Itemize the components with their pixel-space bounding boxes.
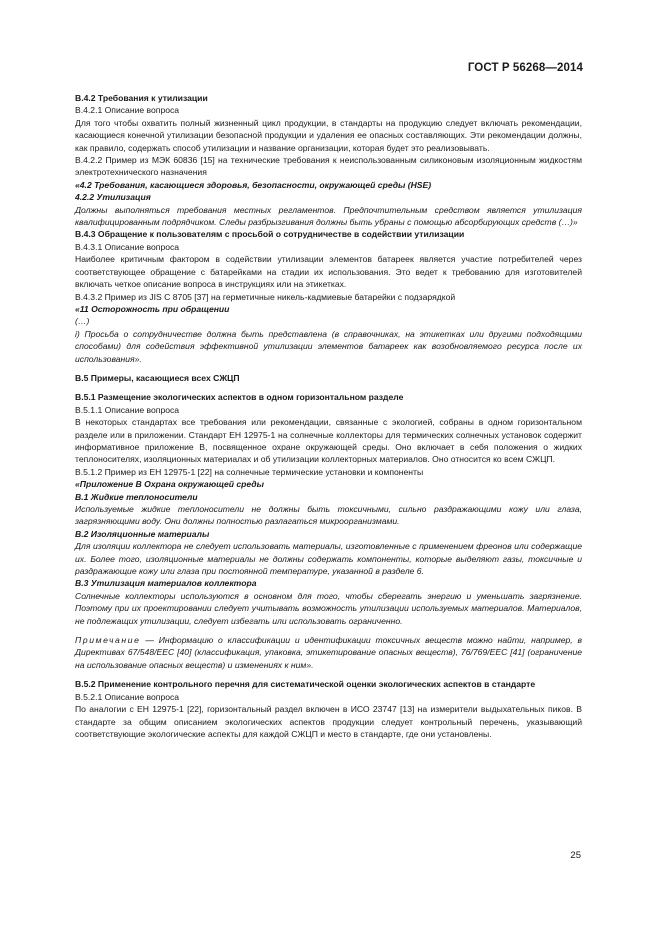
- quote-heading-b-3: В.3 Утилизация материалов коллектора: [75, 578, 257, 589]
- paragraph-b-4-3-2: В.4.3.2 Пример из JIS C 8705 [37] на герметичные никель-кадмиевые батарейки с подзарядкой: [75, 291, 456, 302]
- section-gap: [75, 627, 582, 634]
- quote-paragraph-insulation: Для изоляции коллектора не следует использовать материалы, изготовленные с применением фреонов или содержащие их. Более того, изоляционные материалы не должны содержать компоненты, которые выделяют газы, токсичные и раздражающие кожу или глаза при постоянной температуре, указанной в разделе 6.: [75, 541, 582, 577]
- section-gap: [75, 384, 582, 391]
- quote-heading-4-2-2: 4.2.2 Утилизация: [75, 192, 151, 203]
- quote-paragraph-fluids: Используемые жидкие теплоносители не должны быть токсичными, сильно раздражающими кожу или глаза, загрязняющими воду. Они должны полностью разлагаться микроорганизмами.: [75, 504, 582, 527]
- page-number: 25: [570, 850, 581, 861]
- paragraph-b-5-2-1: По аналогии с ЕН 12975-1 [22], горизонтальный раздел включен в ИСО 23747 [13] на измерители выдыхательных пиков. В стандарте за общим описанием экологических аспектов продукции следует контрольный перечень, указывающий соответствующие экологические аспекты для каждой СЖЦП и место в стандарте, где они установлены.: [75, 704, 582, 739]
- quote-heading-11: «11 Осторожность при обращении: [75, 303, 230, 314]
- heading-b-5-2: В.5.2 Применение контрольного перечня для систематической оценки экологических аспектов в стандарте: [75, 679, 536, 690]
- note-paragraph: [75, 634, 582, 671]
- quote-heading-4-2: «4.2 Требования, касающиеся здоровья, безопасности, окружающей среды (HSE): [75, 179, 432, 190]
- paragraph-b-4-2-2: В.4.2.2 Пример из МЭК 60836 [15] на технические требования к неиспользованным силиконовым изоляционным жидкостям электротехнического назначения: [75, 155, 582, 178]
- paragraph-b-5-1-1: В некоторых стандартах все требования или рекомендации, связанные с экологией, собраны в одном горизонтальном разделе или в приложении. Стандарт ЕН 12975-1 на солнечные коллекторы для термических солнечных установок содержит информативное приложение В, посвященное охране окружающей среды. Оно включает в себя положения о жидких теплоносителях, изоляционных материалах и об утилизации коллекторных материалов. Оно относится ко всем СЖЦП.: [75, 417, 582, 465]
- quote-ellipsis: (…): [75, 316, 90, 327]
- heading-b-5: В.5 Примеры, касающиеся всех СЖЦП: [75, 372, 240, 383]
- heading-b-5-1: В.5.1 Размещение экологических аспектов в одном горизонтальном разделе: [75, 392, 404, 403]
- section-gap: [75, 671, 582, 678]
- paragraph-b-4-2-1: Для того чтобы охватить полный жизненный цикл продукции, в стандарты на продукцию следует включать рекомендации, касающиеся конечной утилизации безопасной продукции и удаления ее опасных составляющих. Эти рекомендации должны, как правило, содержать способ утилизации и название организации, которая будет это реализовывать.: [75, 117, 582, 153]
- subheading-b-4-3-1: В.4.3.1 Описание вопроса: [75, 241, 180, 252]
- section-gap: [75, 365, 582, 372]
- quote-paragraph-recycling: Солнечные коллекторы используются в основном для того, чтобы сберегать энергию и уменьшать загрязнение. Поэтому при их проектировании следует учитывать возможность утилизации используемых материалов. Материалов, не подлежащих утилизации, следует избегать или использовать ограниченно.: [75, 590, 582, 626]
- subheading-b-5-1-1: В.5.1.1 Описание вопроса: [75, 404, 180, 415]
- quote-paragraph-disposal: Должны выполняться требования местных регламентов. Предпочтительным средством является утилизация квалифицированным подрядчиком. Следы разбрызгивания должны быть убраны с помощью абсорбирующих средств (…)»: [75, 204, 582, 228]
- quote-paragraph-cooperation: i) Просьба о сотрудничестве должна быть представлена (в справочниках, на этикетках или другими подходящими способами) для содействия эффективной утилизации элементов батареек как возобновляемого ресурса после их использования».: [75, 328, 582, 364]
- heading-b-4-3: В.4.3 Обращение к пользователям с просьбой о сотрудничестве в содействии утилизации: [75, 229, 465, 240]
- document-standard-id: ГОСТ Р 56268—2014: [467, 62, 583, 74]
- paragraph-b-4-3-1: Наиболее критичным фактором в содействии утилизации элементов батареек является участие потребителей через соответствующее обращение с батарейками на стадии их использования. Это ведет к требованию для изготовителей включать четкое описание вопроса в инструкциях или на этикетках.: [75, 254, 582, 290]
- note-label: Примечание: [75, 635, 141, 646]
- quote-heading-b-2: В.2 Изоляционные материалы: [75, 528, 210, 539]
- subheading-b-4-2-1: В.4.2.1 Описание вопроса: [75, 105, 180, 116]
- heading-b-4-2: В.4.2 Требования к утилизации: [75, 93, 208, 103]
- quote-heading-b-1: В.1 Жидкие теплоносители: [75, 491, 198, 502]
- quote-appendix-b: «Приложение В Охрана окружающей среды: [75, 479, 264, 490]
- note-text: — Информацию о классификации и идентификации токсичных веществ можно найти, например, в Директивах 67/548/ЕЕС [40] (классификация, упаковка, этикетирование опасных веществ), 76/769/ЕЕС [41] (ограничение на использование опасных веществ) и изменениях к ним».: [75, 635, 582, 670]
- document-body: [75, 92, 582, 740]
- subheading-b-5-2-1: В.5.2.1 Описание вопроса: [75, 691, 180, 702]
- paragraph-b-5-1-2: В.5.1.2 Пример из ЕН 12975-1 [22] на солнечные термические установки и компоненты: [75, 466, 424, 477]
